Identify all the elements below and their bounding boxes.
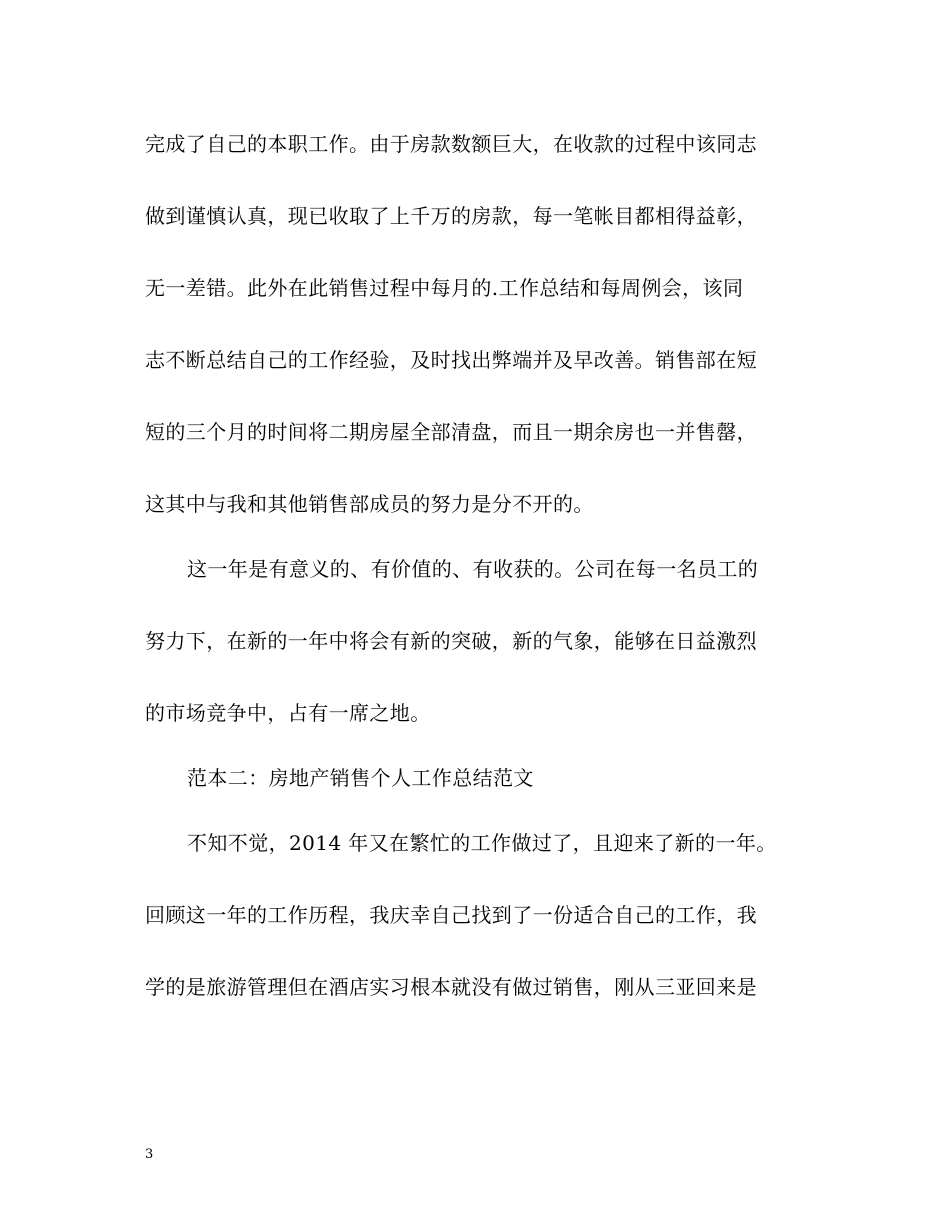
text-line: 做到谨慎认真，现已收取了上千万的房款，每一笔帐目都相得益彰，	[145, 204, 757, 228]
text-line: 完成了自己的本职工作。由于房款数额巨大，在收款的过程中该同志	[145, 132, 757, 156]
text-line: 学的是旅游管理但在酒店实习根本就没有做过销售，刚从三亚回来是	[145, 975, 757, 999]
text-line: 不知不觉，2014 年又在繁忙的工作做过了，且迎来了新的一年。	[187, 831, 777, 855]
text-line: 志不断总结自己的工作经验，及时找出弊端并及早改善。销售部在短	[145, 348, 757, 372]
text-line: 的市场竞争中，占有一席之地。	[145, 701, 431, 725]
text-line: 无一差错。此外在此销售过程中每月的.工作总结和每周例会，该同	[145, 276, 744, 300]
page-number: 3	[145, 1147, 154, 1162]
text-line: 这一年是有意义的、有价值的、有收获的。公司在每一名员工的	[187, 557, 759, 581]
text-line: 回顾这一年的工作历程，我庆幸自己找到了一份适合自己的工作，我	[145, 903, 757, 927]
text-line: 努力下，在新的一年中将会有新的突破，新的气象，能够在日益激烈	[145, 629, 757, 653]
text-line: 短的三个月的时间将二期房屋全部清盘，而且一期余房也一并售罄，	[145, 420, 757, 444]
section-heading: 范本二：房地产销售个人工作总结范文	[187, 766, 534, 790]
text-line: 这其中与我和其他销售部成员的努力是分不开的。	[145, 492, 594, 516]
